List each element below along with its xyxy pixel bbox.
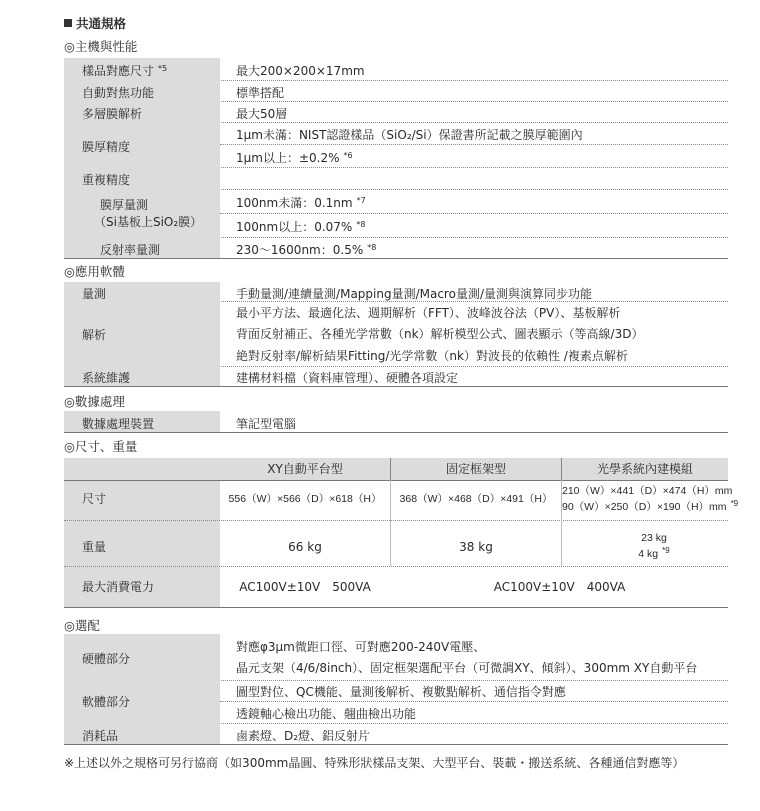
row-measure: 量測 手動量測/連續量測/Mapping量測/Macro量測/量測與演算同步功能 (64, 282, 728, 302)
weight-fixed-frame: 38 kg (459, 540, 493, 554)
square-bullet-icon (64, 19, 72, 27)
row-consumables: 消耗品 鹵素燈、D₂燈、鋁反射片 (64, 723, 728, 745)
power-fixed-and-module: AC100V±10V 400VA (493, 580, 626, 594)
row-analysis: 解析 最小平方法、最適化法、週期解析（FFT）、波峰波谷法（PV）、基板解析 背面反射補正、各種光学常數（nk）解析模型公式、圖表顯示（等高線/3D） 絶對反射率/解析結果Fitting/光学常數（nk）對波長的依賴性 /複素点解析 (64, 301, 728, 367)
header-xy-stage: XY自動平台型 (220, 458, 390, 480)
main-spec-table (64, 58, 728, 258)
row-thickness-accuracy: 膜厚精度 1μm未滿：NIST認證樣品（SiO₂/Si）保證書所記載之膜厚範圍內 1μm以上：±0.2% $^{*6}$ (64, 122, 728, 168)
size-fixed-frame: 368（W）×468（D）×491（H） (399, 493, 553, 505)
software-table (64, 282, 728, 386)
row-thickness-measure: 膜厚量測 （Si基板上SiO₂膜） 100nm未滿：0.1nm $^{*7}$ 100nm以上：0.07% $^{*8}$ (64, 189, 728, 238)
power-label: 最大消費電力 (82, 580, 155, 594)
header-fixed-frame: 固定框架型 (391, 458, 561, 480)
section-options: ◎選配 (64, 618, 100, 633)
row-reflectance: 反射率量測 230〜1600nm：0.5% $^{*8}$ (64, 237, 728, 259)
page-title: 共通規格 (64, 14, 126, 32)
row-maintenance: 系統維護 建構材料檔（資料庫管理）、硬體各項設定 (64, 366, 728, 387)
row-sample-size: 樣品對應尺寸 $^{*5}$ 最大200×200×17mm (64, 58, 728, 81)
size-xy-stage: 556（W）×566（D）×618（H） (228, 493, 382, 505)
footnote: ※上述以外之規格可另行協商（如300mm晶圓、特殊形狀樣品支架、大型平台、裝載・搬送系統、各種通信對應等） (64, 756, 685, 770)
row-data-device: 數據處理裝置 筆記型電腦 (64, 411, 728, 433)
header-optical-module: 光學系統內建模組 (562, 458, 728, 480)
weight-label: 重量 (82, 540, 107, 554)
section-software: ◎應用軟體 (64, 264, 125, 279)
data-table (64, 411, 728, 432)
options-table (64, 634, 728, 744)
row-repeatability: 重複精度 (64, 167, 728, 190)
section-size-weight: ◎尺寸、重量 (64, 439, 138, 454)
size-label: 尺寸 (82, 492, 107, 506)
section-main-performance: ◎主機與性能 (64, 39, 138, 54)
weight-optical-module-2: 4 kg $^{*9}$ (638, 546, 670, 560)
size-weight-table (64, 458, 739, 608)
weight-xy-stage: 66 kg (288, 540, 322, 554)
row-software-options: 軟體部分 圖型對位、QC機能、量測後解析、複數點解析、通信指令對應 透鏡軸心檢出功能、翹曲檢出功能 (64, 680, 728, 724)
size-optical-module-2: 90（W）×250（D）×190（H）mm $^{*9}$ (562, 499, 739, 513)
weight-optical-module-1: 23 kg (641, 532, 667, 544)
row-hardware: 硬體部分 對應φ3μm微距口徑、可對應200-240V電壓、 晶元支架（4/6/8inch）、固定框架選配平台（可微調XY、傾斜）、300mm XY自動平台 (64, 634, 728, 681)
row-multilayer: 多層膜解析 最大50層 (64, 101, 728, 123)
power-xy-stage: AC100V±10V 500VA (239, 580, 371, 594)
size-optical-module-1: 210（W）×441（D）×474（H）mm (562, 485, 733, 497)
row-autofocus: 自動對焦功能 標準搭配 (64, 80, 728, 102)
section-data-processing: ◎數據處理 (64, 394, 125, 409)
